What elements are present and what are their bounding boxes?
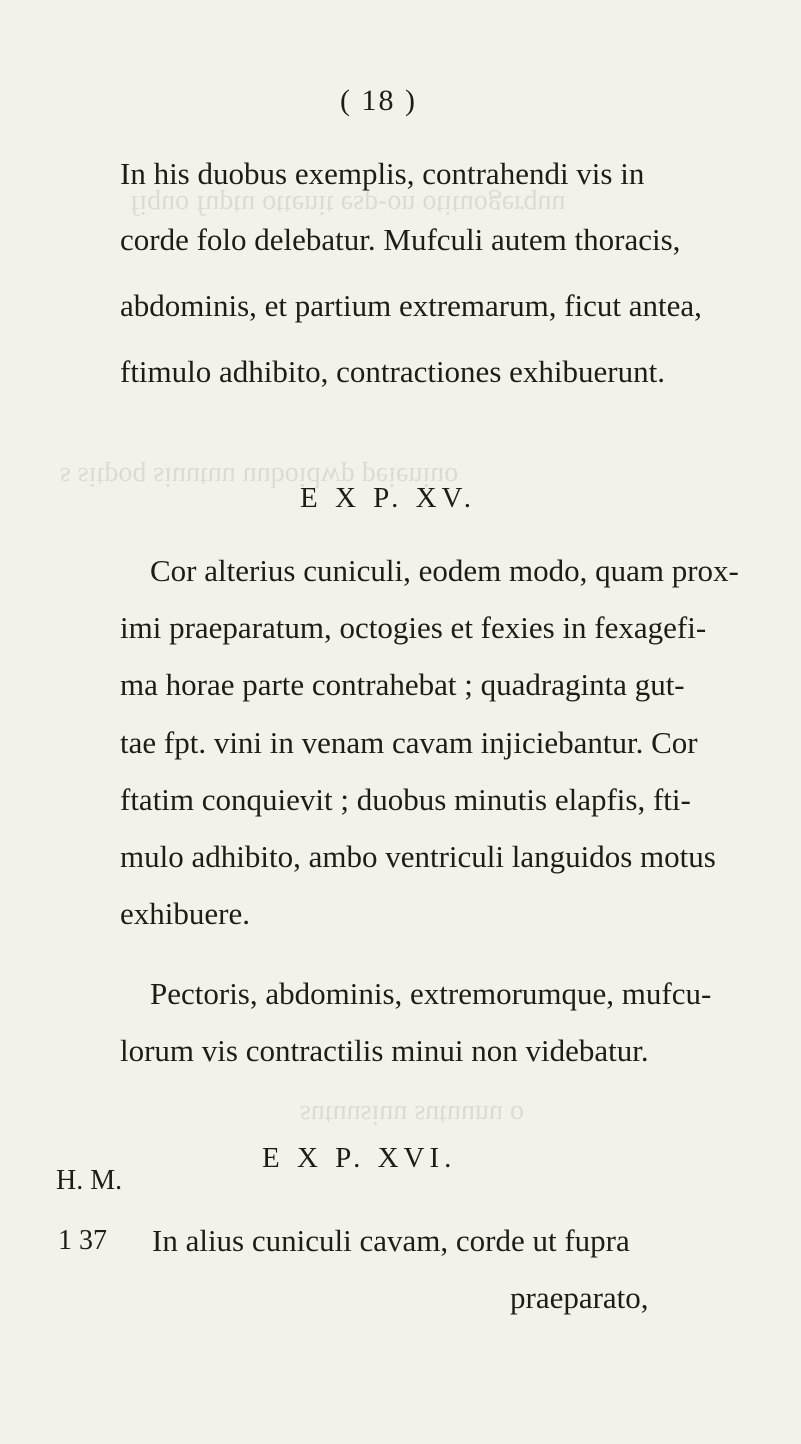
text-line: ma horae parte contrahebat ; quadraginta gut- xyxy=(120,667,685,702)
bleed-through-text: fiquo fuptu ottenit esp-on otituogerquu xyxy=(130,189,566,220)
text-line: tae fpt. vini in venam cavam injiciebantur. Cor xyxy=(120,725,698,760)
bleed-through-text: s sitpoq siuutuu uuboidwp peieniuo xyxy=(60,461,459,492)
text-line: In alius cuniculi cavam, corde ut fupra xyxy=(152,1223,630,1258)
section-heading: E X P. XV. xyxy=(300,482,476,514)
text-line: Pectoris, abdominis, extremorumque, mufcu- xyxy=(150,976,712,1011)
text-line: mulo adhibito, ambo ventriculi languidos motus xyxy=(120,839,716,874)
section-heading: E X P. XVI. xyxy=(262,1142,457,1174)
page-number: ( 18 ) xyxy=(340,84,417,117)
text-line: lorum vis contractilis minui non videbatur. xyxy=(120,1033,649,1068)
bleed-through-text: sutuusiuu sutuunu o xyxy=(300,1099,525,1130)
text-line: imi praeparatum, octogies et fexies in fexagefi- xyxy=(120,610,707,645)
catchword: praeparato, xyxy=(510,1280,649,1315)
text-line: exhibuere. xyxy=(120,896,250,931)
text-line: Cor alterius cuniculi, eodem modo, quam prox- xyxy=(150,553,739,588)
margin-time: 1 37 xyxy=(58,1225,107,1256)
text-line: In his duobus exemplis, contrahendi vis in xyxy=(120,156,645,191)
margin-header: H. M. xyxy=(56,1165,123,1196)
text-line: ftimulo adhibito, contractiones exhibuerunt. xyxy=(120,354,665,389)
text-line: abdominis, et partium extremarum, ficut antea, xyxy=(120,288,702,323)
text-line: corde folo delebatur. Mufculi autem thoracis, xyxy=(120,222,681,257)
text-line: ftatim conquievit ; duobus minutis elapfis, fti- xyxy=(120,782,691,817)
